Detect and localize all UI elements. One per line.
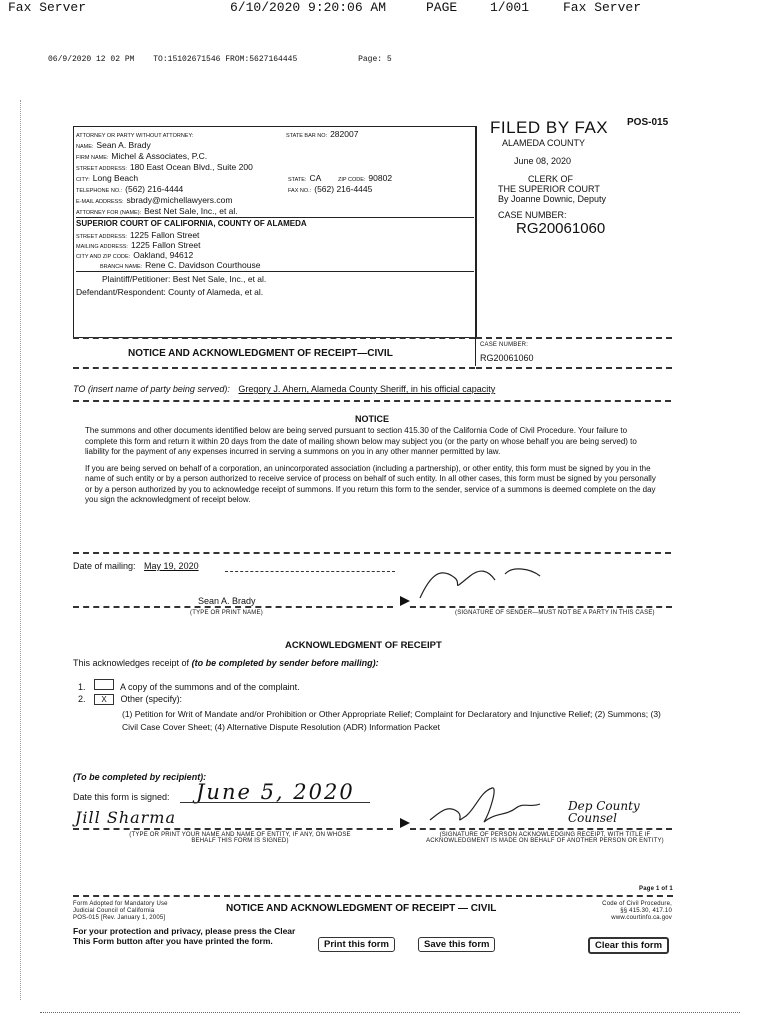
form-title-row bbox=[73, 337, 475, 369]
recipient-date-line bbox=[180, 802, 370, 803]
footer-right2: §§ 415.30, 417.10 bbox=[620, 908, 672, 914]
city-label: CITY: bbox=[76, 177, 90, 183]
recipient-sig-line bbox=[410, 828, 672, 830]
firm-label: FIRM NAME: bbox=[76, 155, 109, 161]
fax-left-noise bbox=[20, 100, 21, 1000]
footer-left2: Judicial Council of California bbox=[73, 908, 155, 914]
street-address: 180 East Ocean Blvd., Suite 200 bbox=[129, 162, 253, 172]
fax-server-right: Fax Server bbox=[563, 0, 642, 15]
attorney-name: Sean A. Brady bbox=[96, 140, 151, 150]
arrow-icon bbox=[400, 818, 410, 828]
court-street-label: STREET ADDRESS: bbox=[76, 234, 127, 240]
form-id: POS-015 bbox=[627, 117, 669, 128]
fax-sub-to: TO:15102671546 FROM:5627164445 bbox=[153, 55, 298, 64]
case-number-label: CASE NUMBER: bbox=[480, 342, 529, 348]
fax-subheader bbox=[48, 55, 748, 64]
filed-case-number: RG20061060 bbox=[516, 220, 606, 237]
form-title: NOTICE AND ACKNOWLEDGMENT OF RECEIPT—CIVIL bbox=[128, 348, 393, 359]
fax-server-left: Fax Server bbox=[8, 0, 87, 15]
zip-label: ZIP CODE: bbox=[338, 177, 366, 183]
court-mailing: 1225 Fallon Street bbox=[130, 240, 201, 250]
ack-item1 bbox=[78, 679, 300, 692]
mailing-date-line bbox=[225, 571, 395, 572]
attorney-header: ATTORNEY OR PARTY WITHOUT ATTORNEY: bbox=[76, 133, 194, 139]
attorney-for: Best Net Sale, Inc., et al. bbox=[144, 206, 238, 216]
item2-detail: (1) Petition for Writ of Mandate and/or Prohibition or Other Appropriate Relief; Complaint for Declaratory and Injunctive Relief; (2) Summons; (3) Civil Case Cover Sheet; (4) Alternative Dispute Resolution (ADR) Information Packet bbox=[122, 709, 661, 732]
recipient-date-label: Date this form is signed: bbox=[73, 792, 170, 802]
item2-num: 2. bbox=[78, 694, 86, 704]
court-title: SUPERIOR COURT OF CALIFORNIA, COUNTY OF ALAMEDA bbox=[76, 219, 307, 228]
ack-item2 bbox=[78, 694, 182, 705]
attorney-for-label: ATTORNEY FOR (NAME): bbox=[76, 210, 142, 216]
filed-clerk2: THE SUPERIOR COURT bbox=[498, 184, 600, 194]
fax-label: FAX NO.: bbox=[288, 188, 312, 194]
footer-right bbox=[600, 901, 672, 922]
to-value: Gregory J. Ahern, Alameda County Sheriff, in his official capacity bbox=[238, 384, 496, 394]
court-city-label: CITY AND ZIP CODE: bbox=[76, 254, 131, 260]
footer-left3: POS-015 [Rev. January 1, 2005] bbox=[73, 915, 166, 921]
attorney-block bbox=[76, 129, 474, 299]
email: sbrady@michellawyers.com bbox=[126, 195, 233, 205]
save-form-button[interactable]: Save this form bbox=[418, 937, 495, 952]
column-divider bbox=[475, 126, 476, 366]
bar-no: 282007 bbox=[330, 129, 359, 139]
ack-intro-b: (to be completed by sender before mailing): bbox=[191, 658, 379, 668]
notice-box bbox=[73, 400, 671, 554]
email-label: E-MAIL ADDRESS: bbox=[76, 199, 124, 205]
firm-name: Michel & Associates, P.C. bbox=[111, 151, 208, 161]
notice-p2: If you are being served on behalf of a corporation, an unincorporated association (including a partnership), or other entity, this form must be signed by you in the name of such entity or by a person authorized to receive service of process on behalf of such entity. In all other cases, this form must be signed by you personally or by a person authorized by you to acknowledge receipt of summons. If you return this form to the sender, service of a summons is deemed complete on the day you sign the acknowledgment of receipt below. bbox=[85, 463, 656, 504]
privacy-note bbox=[73, 926, 295, 946]
sender-sig-caption: (SIGNATURE OF SENDER—MUST NOT BE A PARTY IN THIS CASE) bbox=[455, 610, 655, 616]
sender-sig-line bbox=[410, 606, 672, 608]
fax-bottom-noise bbox=[40, 1012, 740, 1013]
recipient-label: (To be completed by recipient): bbox=[73, 772, 207, 782]
sender-signature bbox=[400, 556, 600, 606]
recipient-name-line bbox=[73, 828, 393, 830]
plaintiff-label: Plaintiff/Petitioner: bbox=[102, 274, 171, 284]
ack-intro-a: This acknowledges receipt of bbox=[73, 658, 190, 668]
court-mailing-label: MAILING ADDRESS: bbox=[76, 244, 128, 250]
fax-sub-date: 06/9/2020 12 02 PM bbox=[48, 55, 135, 64]
state: CA bbox=[309, 173, 322, 183]
mailing-date: May 19, 2020 bbox=[144, 561, 199, 571]
ack-intro bbox=[73, 658, 379, 668]
mailing-date-row bbox=[73, 561, 199, 571]
item2-checkbox[interactable]: X bbox=[94, 694, 114, 705]
case-number: RG20061060 bbox=[480, 353, 534, 363]
court-branch: Rene C. Davidson Courthouse bbox=[145, 260, 261, 270]
sender-name: Sean A. Brady bbox=[198, 596, 256, 606]
filed-county: ALAMEDA COUNTY bbox=[502, 138, 586, 148]
sender-name-line bbox=[73, 606, 393, 608]
tel-label: TELEPHONE NO.: bbox=[76, 188, 123, 194]
privacy-line1: For your protection and privacy, please press the Clear bbox=[73, 926, 296, 936]
privacy-line2: This Form button after you have printed the form. bbox=[73, 936, 273, 946]
footer-page: Page 1 of 1 bbox=[639, 886, 673, 892]
filed-by: By Joanne Downic, Deputy bbox=[498, 194, 607, 204]
defendant: County of Alameda, et al. bbox=[168, 287, 264, 297]
clear-form-button[interactable]: Clear this form bbox=[588, 937, 669, 954]
fax-page-label: PAGE bbox=[426, 0, 458, 15]
footer-title: NOTICE AND ACKNOWLEDGMENT OF RECEIPT — CIVIL bbox=[226, 903, 497, 914]
footer-left1: Form Adopted for Mandatory Use bbox=[73, 901, 168, 907]
fax-sub-page: Page: 5 bbox=[358, 55, 392, 64]
filed-title: FILED BY FAX bbox=[490, 118, 609, 137]
bar-label: STATE BAR NO: bbox=[286, 133, 328, 139]
fax-datetime: 6/10/2020 9:20:06 AM bbox=[230, 0, 387, 15]
print-form-button[interactable]: Print this form bbox=[318, 937, 395, 952]
filed-date: June 08, 2020 bbox=[514, 156, 572, 166]
item2-text: Other (specify): bbox=[120, 694, 183, 704]
fax-page-count: 1/001 bbox=[490, 0, 530, 15]
court-city: Oakland, 94612 bbox=[133, 250, 194, 260]
recipient-signature bbox=[420, 782, 550, 832]
notice-p1: The summons and other documents identified below are being served pursuant to section 415.30 of the California Code of Civil Procedure. Your failure to complete this form and return it within 20 days from the date of mailing shown below may subject you (or the party on whose behalf you are being served) to liability for the payment of any expenses incurred in serving a summons on you in any other manner permitted by law. bbox=[85, 426, 637, 456]
zip: 90802 bbox=[368, 173, 393, 183]
case-number-box bbox=[476, 337, 672, 369]
to-line bbox=[73, 384, 671, 394]
defendant-label: Defendant/Respondent: bbox=[76, 287, 166, 297]
item1-text: A copy of the summons and of the complaint. bbox=[120, 682, 300, 692]
filed-case-label: CASE NUMBER: bbox=[498, 210, 567, 220]
footer-right3: www.courtinfo.ca.gov bbox=[611, 915, 672, 921]
court-street: 1225 Fallon Street bbox=[129, 230, 200, 240]
recipient-date-handwritten: June 5, 2020 bbox=[196, 780, 355, 804]
recipient-name-caption: (TYPE OR PRINT YOUR NAME AND NAME OF ENTITY, IF ANY, ON WHOSE BEHALF THIS FORM IS SIGNED) bbox=[129, 832, 351, 844]
court-branch-label: BRANCH NAME: bbox=[100, 264, 143, 270]
to-label: TO (insert name of party being served): bbox=[73, 384, 230, 394]
state-label: STATE: bbox=[288, 177, 307, 183]
fax-number: (562) 216-4445 bbox=[314, 184, 373, 194]
item1-num: 1. bbox=[78, 682, 86, 692]
recipient-name-handwritten: Jill Sharma bbox=[75, 808, 177, 827]
recipient-sig-caption: (SIGNATURE OF PERSON ACKNOWLEDGING RECEIPT, WITH TITLE IF ACKNOWLEDGMENT IS MADE ON BEHALF OF ANOTHER PERSON OR ENTITY) bbox=[426, 832, 664, 844]
city: Long Beach bbox=[92, 173, 139, 183]
plaintiff: Best Net Sale, Inc., et al. bbox=[172, 274, 267, 284]
name-label: NAME: bbox=[76, 144, 94, 150]
mailing-date-label: Date of mailing: bbox=[73, 561, 136, 571]
telephone: (562) 216-4444 bbox=[125, 184, 184, 194]
footer-rule bbox=[73, 895, 673, 897]
sender-name-caption: (TYPE OR PRINT NAME) bbox=[190, 610, 263, 616]
footer-left bbox=[73, 901, 168, 922]
ack-title: ACKNOWLEDGMENT OF RECEIPT bbox=[285, 640, 442, 651]
filed-clerk1: CLERK OF bbox=[528, 174, 574, 184]
footer-right1: Code of Civil Procedure, bbox=[602, 901, 672, 907]
notice-title: NOTICE bbox=[354, 414, 389, 424]
recipient-title-handwritten: Dep County Counsel bbox=[568, 799, 640, 825]
item1-checkbox[interactable] bbox=[94, 679, 114, 690]
street-label: STREET ADDRESS: bbox=[76, 166, 127, 172]
filed-stamp bbox=[490, 118, 670, 237]
